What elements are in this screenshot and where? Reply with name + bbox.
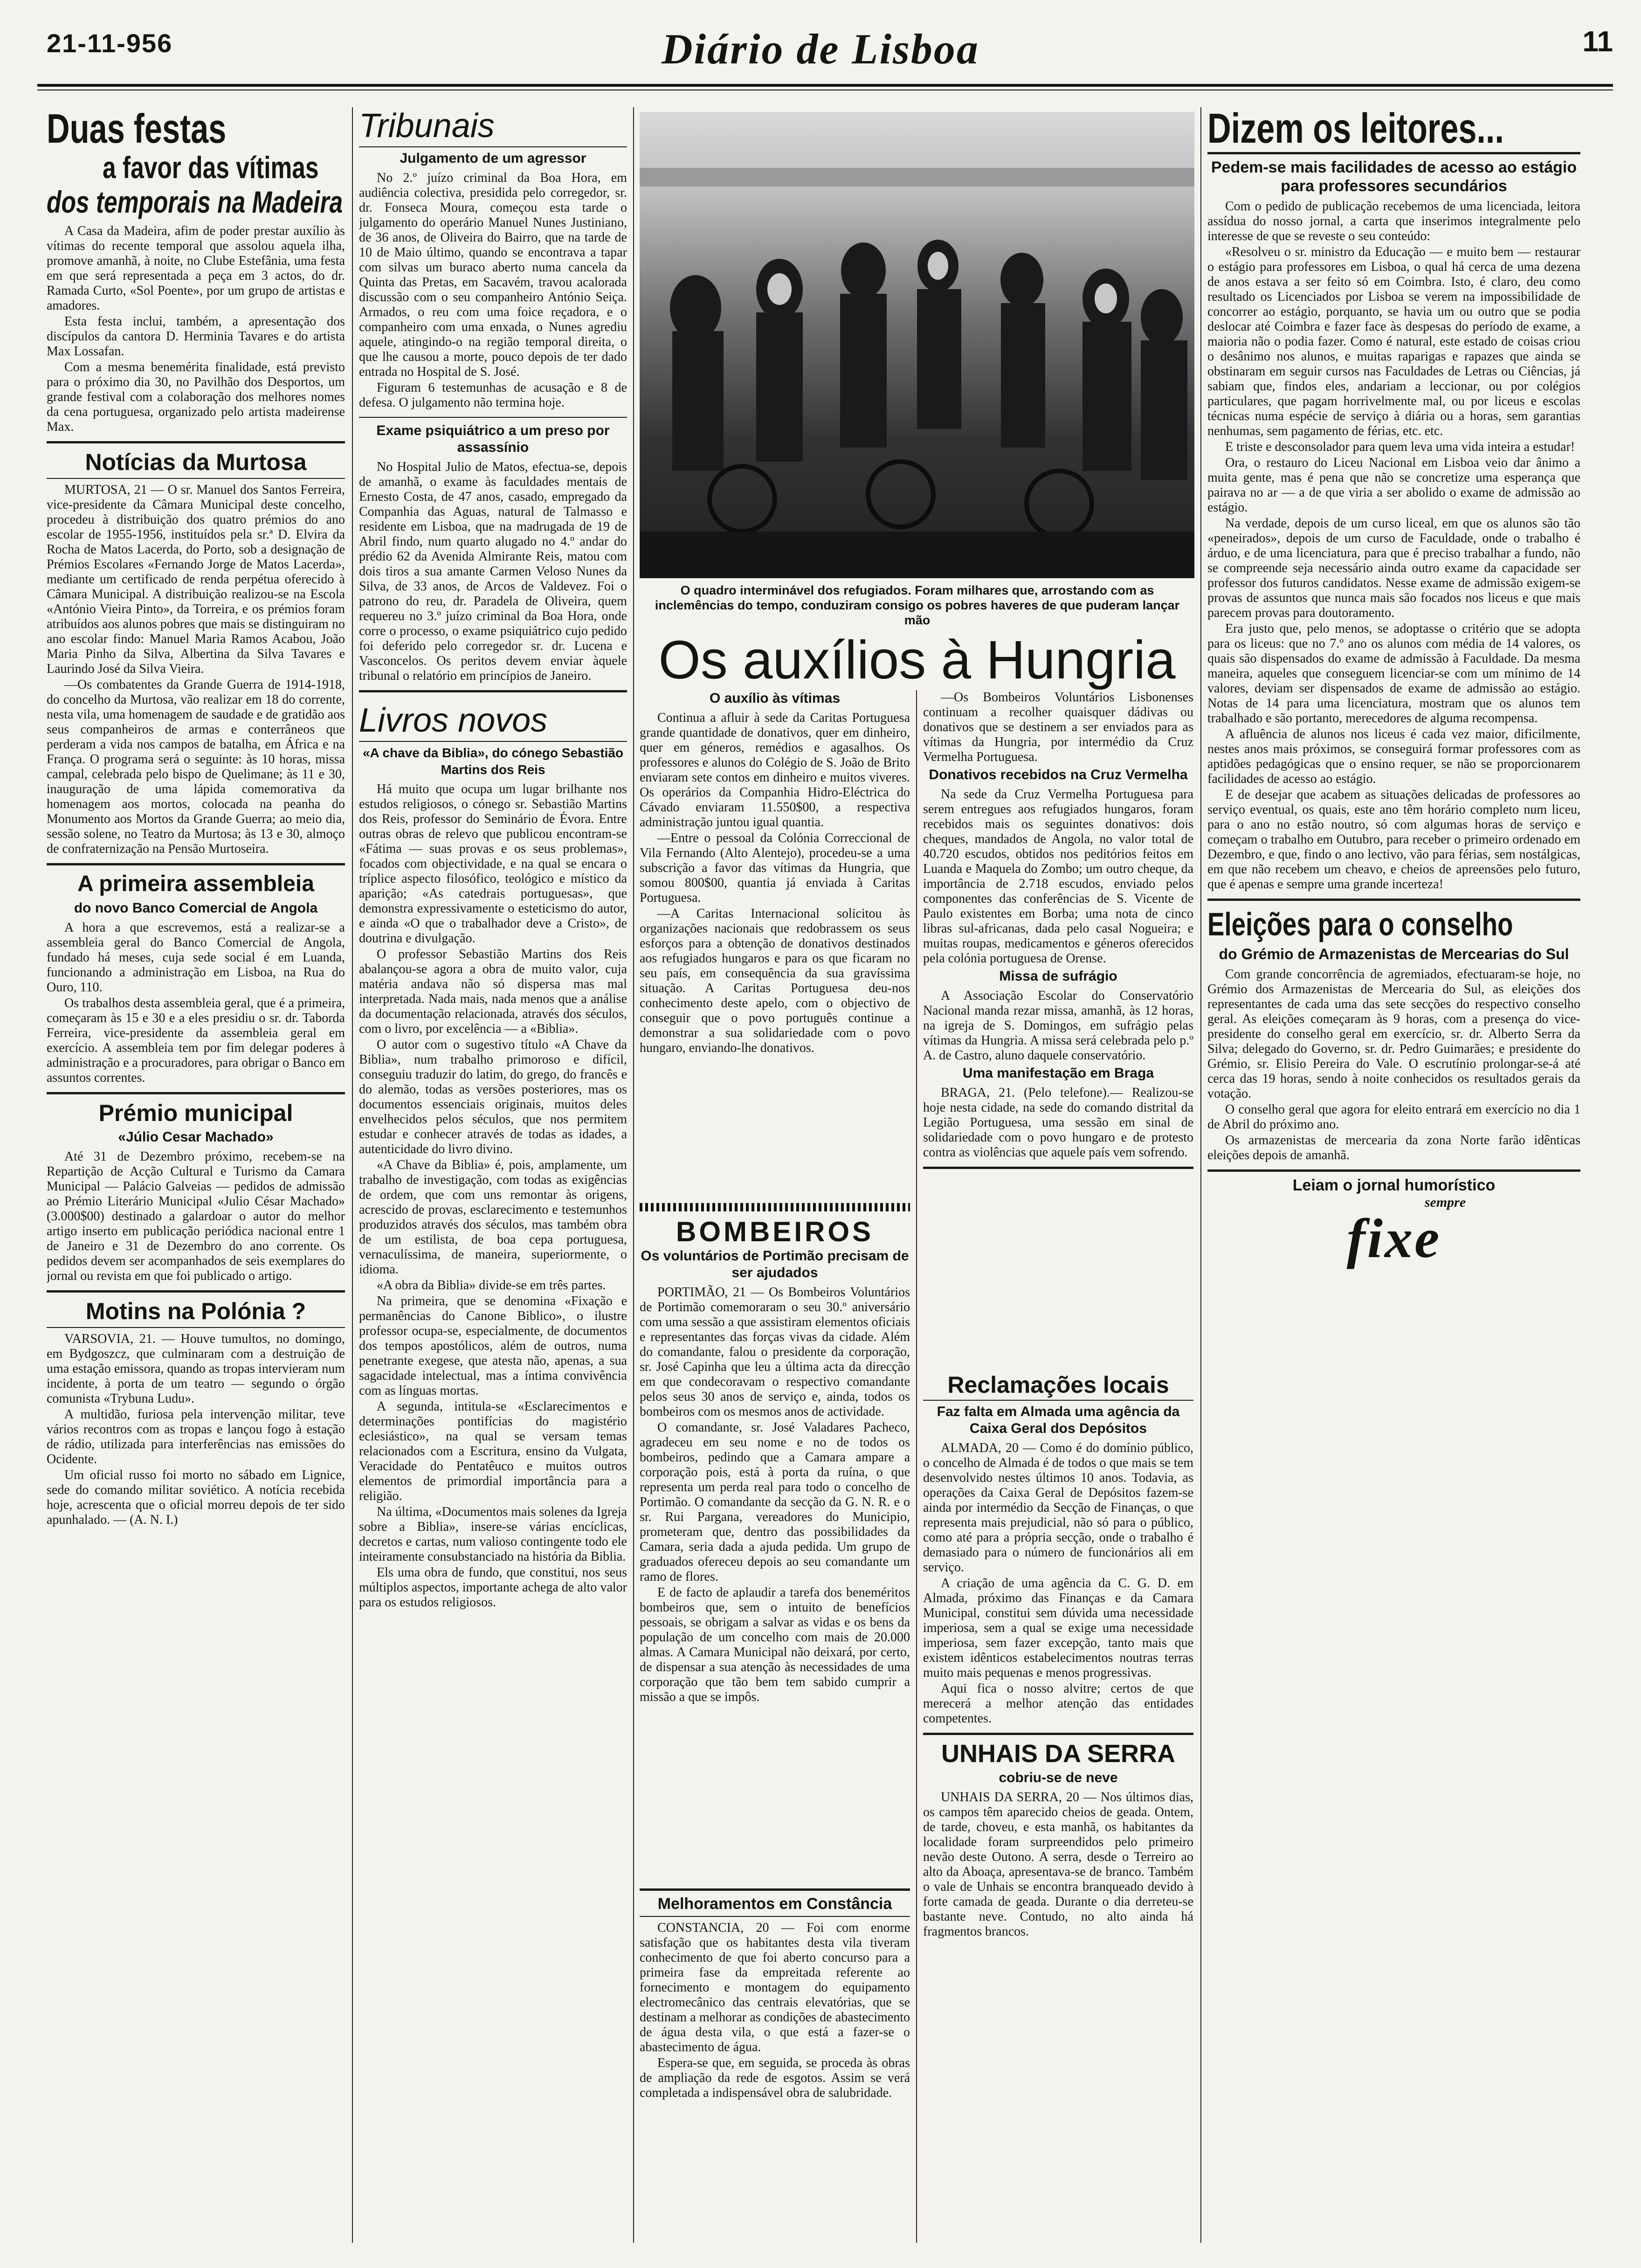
constancia-title: Melhoramentos em Constância [657, 1895, 892, 1913]
rule [359, 741, 627, 742]
livros-p8: Na última, «Documentos mais solenes da Igreja sobre a Biblia», insere-se várias encíclicas, decretos e cartas, num valioso contingente todo ele inteiramente consubstanciado na história da Biblia. [359, 1505, 627, 1564]
rule [359, 690, 627, 692]
livros-p9: Els uma obra de fundo, que constitui, nos seus múltiplos aspectos, importante achega de alto valor para os estudos religiosos. [359, 1565, 627, 1610]
eleicoes-p2: O conselho geral que agora for eleito entrará em exercício no dia 1 de Abril do próximo ano. [1207, 1102, 1580, 1132]
column-1 [47, 107, 345, 2243]
column-divider [1200, 107, 1201, 2243]
donativos-title: Donativos recebidos na Cruz Vermelha [929, 767, 1188, 782]
constancia-col [640, 1888, 910, 2243]
bombeiros-title: BOMBEIROS [676, 1216, 874, 1247]
serra-title: UNHAIS DA SERRA [941, 1740, 1176, 1768]
reclamacoes-title: Reclamações locais [947, 1372, 1169, 1398]
leitores-p4: Ora, o restauro do Liceu Nacional em Lisboa veio dar ânimo a muita gente, mas é pena que não se concretize uma esperança que pairava no ar — a de que viria a ser abolido o exame de admissão ao estágio. [1207, 456, 1580, 515]
eleicoes-title: Eleições para o conselho [1207, 906, 1513, 942]
rule [923, 1400, 1193, 1401]
motins-p1: VARSOVIA, 21. — Houve tumultos, no domingo, em Bydgoszcz, que culminaram com a destruição de uma estação emissora, quando as tropas intervieram num incidente, à porta de um teatro — segundo o órgão comunista «Trybuna Ludu». [47, 1332, 345, 1406]
hungria-col-a [640, 690, 910, 1198]
livros-p2: O professor Sebastião Martins dos Reis abalançou-se agora a obra de muito valor, cuja matéria andava não só dispersa mas mal interpretada. Nada mais, nada menos que a análise da documentação relacionada, através dos séculos, com o livro, por excelência — a «Biblia». [359, 947, 627, 1036]
refugees-photo [640, 112, 1194, 578]
serra-sub: cobriu-se de neve [999, 1770, 1118, 1785]
bombeiros-p2: O comandante, sr. José Valadares Pacheco, agradeceu em seu nome e no de todos os bombeiros, pedindo que a Camara ampare a corporação pois, está à porta da ruína, o que representa um perda real para todo o concelho de Portimão. O comandante da secção da G. N. R. e o sr. Rui Pargana, vereadores do Municipio, prometeram que, dentro das possibilidades da Camara, seria dada a ajuda pedida. Um grupo de graduados ofereceu depois ao seu comandante um ramo de flores. [640, 1420, 910, 1584]
reclamacoes-col [923, 1371, 1193, 2243]
premio-p1: Até 31 de Dezembro próximo, recebem-se na Repartição de Acção Cultural e Turismo da Camara Municipal — Palácio Galveias — pedidos de admissão ao Prémio Literário Municipal «Julio César Machado» (3.000$00) destinado a galardoar o autor do melhor artigo inserto em publicação periódica nacional entre 1 de Janeiro e 31 de Dezembro do ano corrente. Os pedidos devem ser acompanhados de seis exemplares do jornal ou revista em que foi publicado o artigo. [47, 1149, 345, 1283]
hungria-sub: O auxílio às vítimas [709, 691, 841, 706]
assembleia-p1: A hora a que escrevemos, está a realizar-se a assembleia geral do Banco Comercial de Angola, fundado há meses, cuja sede social é em Luanda, funcionando a administração em Lisboa, na Rua do Ouro, 110. [47, 920, 345, 995]
rule [640, 1916, 910, 1917]
bombeiros-sub: Os voluntários de Portimão precisam de ser ajudados [641, 1248, 909, 1280]
fixe-logo: fixe [1346, 1207, 1441, 1269]
page-number: 11 [1582, 26, 1613, 58]
duas-title-2: a favor das vítimas [103, 150, 319, 185]
hungria-col-b [923, 690, 1193, 1366]
ad-text: Leiam o jornal humorístico [1292, 1176, 1496, 1194]
bombeiros-col [640, 1203, 910, 1884]
assembleia-title: A primeira assembleia [77, 871, 314, 896]
leitores-sub: Pedem-se mais facilidades de acesso ao estágio para professores secundários [1211, 159, 1577, 195]
duas-title-3: dos temporais na Madeira [47, 185, 343, 219]
hungria-p7: BRAGA, 21. (Pelo telefone).— Realizou-se hoje nesta cidade, na sede do comando distrital da Legião Portuguesa, uma sessão em sinal de solidariedade com o povo hungaro e de protesto contra as violências que aquele país vem sofrendo. [923, 1086, 1193, 1160]
hungria-title: Os auxílios à Hungria [658, 629, 1176, 690]
livros-p4: «A Chave da Biblia» é, pois, amplamente, um trabalho de investigação, com todas as exigências de ordem, que com uns remontar às origens, acrescido de provas, esclarecimento e testemunhos produzidos através dos séculos, mas também obra de um estilista, de boa cepa portuguesa, vernaculíssima, de maneira, superiormente, o idioma. [359, 1158, 627, 1277]
column-divider [352, 107, 353, 2243]
hungria-p6: A Associação Escolar do Conservatório Nacional manda rezar missa, amanhã, às 12 horas, na igreja de S. Domingos, em sufrágio pelas vítimas da Hungria. A missa será celebrada pelo p.º A. de Castro, aluno daquele conservatório. [923, 989, 1193, 1063]
livros-p7: A segunda, intitula-se «Esclarecimentos e determinações pontifícias do magistério eclesiástico», na qual se versam temas relacionados com a Escritura, ensino da Vulgata, Veracidade do Pentatêuco e muitos outros elementos de primordial importância para a religião. [359, 1399, 627, 1503]
duas-p2: Esta festa inclui, também, a apresentação dos discípulos da cantora D. Herminia Tavares e do artista Max Lossafan. [47, 314, 345, 359]
rule [47, 1092, 345, 1094]
assembleia-p2: Os trabalhos desta assembleia geral, que é a primeira, começaram às 15 e 30 e a eles presidiu o sr. dr. Taborda Ferreira, vice-presidente da assembleia geral em exercício. A assembleia tem por fim delegar poderes à administração e a procuradores, para obrigar o Banco em assuntos correntes. [47, 996, 345, 1085]
rule [640, 1888, 910, 1891]
livros-p3: O autor com o sugestivo título «A Chave da Biblia», num trabalho primoroso e difícil, conseguiu traduzir do latim, do grego, do francês e do alemão, todas as versões posteriores, mas os documentos essenciais originais, muitos deles envelhecidos pelos séculos, que nos permitem estudar e conhecer através de todas as idades, a autenticidade do livro divino. [359, 1037, 627, 1156]
refugees-photo-figures [640, 112, 1194, 578]
constancia-p1: CONSTANCIA, 20 — Foi com enorme satisfação que os habitantes desta vila tiveram conhecimento de que foi aberto concurso para a primeira fase da empreitada referente ao fornecimento e montagem do equipamento electromecânico das centrais elevatórias, que se destinam a melhorar as condições de abastecimento de água desta vila, o que está a fazer-se o abastecimento de água. [640, 1921, 910, 2054]
murtosa-title: Notícias da Murtosa [85, 449, 307, 475]
bombeiros-p1: PORTIMÃO, 21 — Os Bombeiros Voluntários de Portimão comemoraram o seu 30.º aniversário com uma sessão a que assistiram elementos oficiais e representantes das forças vivas da cidade. Além do comandante, falou o presidente da corporação, sr. José Capinha que leu a última acta da direcção em que condecoravam o respectivo comandante pelos seus 30 anos de serviço e, ainda, todos os bombeiros com os mesmos anos de actividade. [640, 1285, 910, 1419]
column-divider [916, 690, 917, 2243]
rule [47, 441, 345, 443]
missa-title: Missa de sufrágio [999, 968, 1117, 984]
bombeiros-p3: E de facto de aplaudir a tarefa dos beneméritos bombeiros que, sem o intuito de benefícios pessoais, se obrigam a salvar as vidas e os bens da população de um concelho com mais de 20.000 almas. A Camara Municipal não deixará, por certo, de dispensar a sua atenção às necessidades de uma corporação que tão bem tem sabido cumprir a missão a que se impôs. [640, 1585, 910, 1704]
serra-p1: UNHAIS DA SERRA, 20 — Nos últimos dias, os campos têm aparecido cheios de geada. Ontem, de tarde, choveu, e esta manhã, os habitantes da localidade foram surpreendidos pelo primeiro nevão deste Outono. A serra, desde o Terreiro ao alto da Aboaça, apresentava-se de branco. Também o vale de Unhais se encontra branqueado devido à forte camada de geada. Durante o dia derreteu-se bastante neve. Contudo, no alto ainda há fragmentos brancos. [923, 1790, 1193, 1939]
rule [359, 417, 627, 418]
eleicoes-p3: Os armazenistas de mercearia da zona Norte farão idênticas eleições depois de amanhã. [1207, 1133, 1580, 1162]
leitores-p2: «Resolveu o sr. ministro da Educação — e muito bem — restaurar o estágio para professores em Lisboa, o qual há cerca de uma dezena de anos estava a ser feito só em Coimbra. Isto, é claro, deu como resultado os Licenciados por Lisboa se verem na impossibilidade de concorrer ao estágio, porquanto, se havia um ou outro que se podia deslocar até Coimbra e fazer face às despesas do período de exame, a maioria não o podia fazer. Como é natural, este estado de coisas criou o desânimo nos alunos, e muitas raparigas e rapazes que ainda se obstinaram em seguir cursos nas Faculdades de Letras ou Ciências, já sabiam que, findos eles, andariam a leccionar, ou por colégios particulares, que pagam horrivelmente mal, ou por liceus e escolas técnicas numa espécie de serviço à diária ou a horas, sem garantias nenhumas, sem pagamento de férias, etc. etc. [1207, 245, 1580, 438]
murtosa-p2: —Os combatentes da Grande Guerra de 1914-1918, do concelho da Murtosa, vão realizar em 18 do corrente, nesta vila, uma homenagem de saudade e de gratidão aos seus companheiros de armas e conterrâneos que perderam a vida nos campos de batalha, em África e na França. O programa será o seguinte: às 10 horas, missa campal, celebrada pelo bispo de Quelimane; às 11 e 30, inauguração de uma lápida comemorativa da homenagem aos mortos, colocada na peanha do Monumento aos Mortos da Grande Guerra; ao meio dia, sessão solene, no Teatro da Murtosa; às 13 e 30, almoço de confraternização na Pensão Murtoseira. [47, 678, 345, 856]
exame-title: Exame psiquiátrico a um preso por assassínio [376, 423, 610, 455]
braga-title: Uma manifestação em Braga [962, 1065, 1154, 1081]
reclamacoes-p3: Aqui fica o nosso alvitre; certos de que merecerá a melhor atenção das entidades competentes. [923, 1681, 1193, 1726]
duas-p3: Com a mesma benemérita finalidade, está previsto para o próximo dia 30, no Pavilhão dos Desportos, um grande festival com a colaboração dos melhores nomes da cena portuguesa, organizado pelo artista madeirense Max. [47, 360, 345, 434]
premio-sub: «Júlio Cesar Machado» [118, 1129, 274, 1145]
column-divider [633, 107, 634, 2243]
motins-title: Motins na Polónia ? [85, 1298, 306, 1324]
rule [47, 1327, 345, 1328]
motins-p2: A multidão, furiosa pela intervenção militar, teve vários recontros com as tropas e lançou fogo à estação de rádio, utilizada para interferências nas emissões do Ocidente. [47, 1407, 345, 1466]
column-2 [359, 107, 627, 2243]
eleicoes-sub: do Grémio de Armazenistas de Mercearias do Sul [1219, 946, 1569, 962]
hungria-p2: —Entre o pessoal da Colónia Correccional de Vila Fernando (Alto Alentejo), procedeu-se a uma subscrição a favor das vítimas da Hungria, que somou 800$00, quantia já enviada à Caritas Portuguesa. [640, 831, 910, 905]
exame-p1: No Hospital Julio de Matos, efectua-se, depois de amanhã, o exame às faculdades mentais de Ernesto Costa, de 47 anos, casado, empregado da Companhia das Aguas, natural de Talmasso e residente em Lisboa, que na madrugada de 19 de Abril findo, num quarto alugado no 4.º andar do prédio 62 da Avenida Almirante Reis, matou com dois tiros a sua amante Carmen Veloso Nunes da Silva, de 33 anos, de Arcos de Valdevez. Foi o patrono do reu, dr. Paradela de Oliveira, quem requereu no 3.º juízo criminal da Boa Hora, onde corre o processo, o exame psiquiátrico cujo pedido foi deferido pelo corregedor sr. dr. Lucena e Vasconcelos. Os peritos devem enviar àquele tribunal o relatório em princípios de Janeiro. [359, 460, 627, 683]
tribunais-p1: No 2.º juízo criminal da Boa Hora, em audiência colectiva, presidida pelo corregedor, sr. dr. Fonseca Moura, começou esta tarde o julgamento do operário Manuel Nunes Justiniano, de 36 anos, de Oliveira do Bairro, que na tarde de 10 de Maio último, quando se encontrava a tapar com silvas um buraco aberto numa cancela da Quinta das Pretas, em Sacavém, travou acalorada discussão com o seu companheiro António Seiça. Armados, o reu com uma foice reçadora, e o companheiro com uma enxada, o Nunes agrediu aquele, atingindo-o na região temporal direita, o que lhe causou a morte, pouco depois de ter dado entrada no Hospital de S. José. [359, 171, 627, 379]
masthead [28, 19, 1613, 89]
hungria-p1: Continua a afluir à sede da Caritas Portuguesa grande quantidade de donativos, quer em dinheiro, quer em géneros, remédios e agasalhos. Os professores e alunos do Colégio de S. João de Brito enviaram sete contos em dinheiro e muitos viveres. Os operários da Companhia Hidro-Eléctrica do Cávado enviaram 11.550$00, a respectiva administração juntou igual quantia. [640, 711, 910, 830]
livros-p1: Há muito que ocupa um lugar brilhante nos estudos religiosos, o cónego sr. Sebastião Martins dos Reis, professor do Seminário de Évora. Entre outras obras de relevo que publicou encontram-se «Fátima — suas provas e os seus problemas», focados com objectividade, e na qual se encara o tríplice aspecto filosófico, teológico e místico da aparição; «As catedrais portuguesas», que demonstra expressivamente o esteticismo do autor, e ainda «O que o trabalhador deve a Cristo», de doutrina e divulgação. [359, 782, 627, 946]
rule [1207, 152, 1580, 154]
rule [47, 1290, 345, 1293]
tribunais-title: Tribunais [359, 107, 495, 145]
hungria-p4: —Os Bombeiros Voluntários Lisbonenses continuam a recolher quaisquer dádivas ou donativos que se destinem a ser enviados para as vítimas da Hungria, por intermédio da Cruz Vermelha Portuguesa. [923, 690, 1193, 764]
rule [923, 1733, 1193, 1735]
hungria-p3: —A Caritas Internacional solicitou às organizações nacionais que redobrassem os seus esforços para a obtenção de donativos destinados aos refugiados hungaros e para os que ficaram no seu país, em consequência da sua gravíssima situação. A Caritas Portuguesa deu-nos conhecimento deste apelo, com o objectivo de conseguir que o povo português continue a demonstrar a sua solidariedade com o povo hungaro, enviando-lhe donativos. [640, 906, 910, 1055]
rule [359, 146, 627, 147]
hungria-p5: Na sede da Cruz Vermelha Portuguesa para serem entregues aos refugiados hungaros, foram recebidos mais os seguintes donativos: dois cheques, mandados de Angola, no valor total de 40.720 escudos, obtidos nos peditórios feitos em Luanda e Maquela do Zombo; um outro cheque, da importância de 2.718 escudos, enviado pelos componentes das conferências de S. Vicente de Paulo existentes em Borba; uma nota de cinco libras sul-africanas, dada pelo casal Nogueira; e muitas roupas, medicamentos e géneros oferecidos pela colónia portuguesa de Orense. [923, 787, 1193, 966]
motins-p3: Um oficial russo foi morto no sábado em Lignice, sede do comando militar soviético. A notícia recebida hoje, acrescenta que o oficial morreu depois de ter sido apunhalado. — (A. N. I.) [47, 1468, 345, 1527]
leitores-p3: E triste e desconsolador para quem leva uma vida inteira a estudar! [1225, 440, 1575, 454]
leitores-p1: Com o pedido de publicação recebemos de uma licenciada, leitora assídua do nosso jornal, a carta que inserimos integralmente pelo interesse de que se reveste o seu conteúdo: [1207, 199, 1580, 243]
rule [1207, 899, 1580, 901]
livros-title: Livros novos [359, 702, 548, 739]
livros-p5: «A obra da Biblia» divide-se em três partes. [377, 1278, 606, 1293]
assembleia-sub: do novo Banco Comercial de Angola [74, 900, 318, 916]
leitores-p8: E de desejar que acabem as situações delicadas de professores ao serviço eventual, os quais, este ano têm horário completo num liceu, para o ano no estão noutro, só com algumas horas de serviço e começam o trabalho em Outubro, para receber o primeiro ordenado em Dezembro, e que, findo o ano lectivo, vão para férias, sem nostálgicas, em que não recebem um cheavo, e cheios de apreensões pelo futuro, que é apenas e sempre uma grande incerteza! [1207, 788, 1580, 892]
premio-title: Prémio municipal [98, 1100, 293, 1126]
ad-sempre: sempre [1424, 1195, 1466, 1210]
masthead-rule [37, 84, 1613, 87]
eleicoes-p1: Com grande concorrência de agremiados, efectuaram-se hoje, no Grémio dos Armazenistas de Mercearia do Sul, as eleições dos representantes de cada uma das sete secções do respectivo conselho geral. As eleições começaram às 9 horas, com a presença do vice-presidente do conselho geral em exercício, sr. dr. Alberto Serra da Silva; delegado do Governo, sr. dr. Pedro Guimarães; e presidente do Grémio, sr. Elisio Pereira do Vale. O escrutínio prolongar-se-á até cerca das 19 horas, sendo à noite conhecidos os resultados gerais da votação. [1207, 967, 1580, 1101]
livros-p6: Na primeira, que se denomina «Fixação e permanências do Canone Biblico», o ilustre professor ocupa-se, especialmente, de documentos dos tempos apostólicos, além de outros, numa penetrante exegese, que atesta não, apenas, a sua sagacidade intelectual, mas a íntima convivência com as línguas mortas. [359, 1294, 627, 1398]
reclamacoes-p1: ALMADA, 20 — Como é do domínio público, o concelho de Almada é de todos o que mais se tem desenvolvido nestes últimos 10 anos. Todavia, as operações da Caixa Geral de Depósitos fazem-se ainda por intermédio da Secção de Finanças, o que representa mais prejudicial, não só para o público, como até para a própria secção, onde o trabalho é demasiado para o número de funcionários ali em serviço. [923, 1441, 1193, 1575]
bombeiros-ornament [640, 1203, 910, 1211]
rule [923, 1167, 1193, 1169]
tribunais-p2: Figuram 6 testemunhas de acusação e 8 de defesa. O julgamento não termina hoje. [359, 380, 627, 410]
leitores-p5: Na verdade, depois de um curso liceal, em que os alunos são tão «peneirados», depois de um curso de Faculdade, onde o trabalho é árduo, e de uma licenciatura, para que é preciso trabalhar a fundo, não se compreende seja necessário ainda outro exame da capacidade ser professor dos futuros candidatos. Nesse exame de admissão exigem-se provas de assuntos que nunca mais são focados nos liceus e que mais parecem provas para doutoramento. [1207, 516, 1580, 620]
rule [47, 478, 345, 479]
tribunais-sub: Julgamento de um agressor [400, 151, 586, 166]
rule [47, 863, 345, 865]
photo-caption: O quadro interminável dos refugiados. Foram milhares que, arrostando com as inclemências do tempo, conduziram consigo os pobres haveres de que puderam lançar mão [655, 583, 1180, 627]
column-5 [1207, 107, 1580, 2243]
constancia-p2: Espera-se que, em seguida, se proceda às obras de ampliação da rede de esgotos. Assim se verá completada a indispensável obra de salubridade. [640, 2056, 910, 2100]
masthead-title: Diário de Lisboa [662, 25, 979, 73]
rule [1207, 1169, 1580, 1172]
leitores-p6: Era justo que, pelo menos, se adoptasse o critério que se adopta para os liceus: que no 7.º ano os alunos com média de 14 valores, os quais são dispensados do exame de admissão à Faculdade. Da mesma maneira, aqueles que conseguem licenciar-se com um mínimo de 14 valores, deviam ser dispensados de exame de admissão ao estágio. Notas de 14 para uma licenciatura, mostram que os alunos tem trabalhado e são portanto, merecedores de alguma recompensa. [1207, 622, 1580, 726]
livros-sub: «A chave da Biblia», do cónego Sebastião Martins dos Reis [362, 746, 624, 777]
duas-title-1: Duas festas [47, 107, 227, 152]
leitores-p7: A afluência de alunos nos liceus é cada vez maior, dificilmente, nestes anos mais próximos, se conseguirá formar professores com as aptidões pedagógicas que o ensino requer, se não se proporcionarem facilidades de acesso ao estágio. [1207, 727, 1580, 786]
leitores-title: Dizem os leitores... [1207, 107, 1504, 152]
reclamacoes-p2: A criação de uma agência da C. G. D. em Almada, próximo das Finanças e da Camara Municipal, constitui sem dúvida uma necessidade imperiosa, sem a qual se exige uma necessidade imperiosa, sem fazer excepção, tanto mais que existem idênticos estabelecimentos noutras terras muito mais pequenas e menos progressivas. [923, 1576, 1193, 1680]
masthead-date: 21-11-956 [47, 28, 173, 58]
duas-p1: A Casa da Madeira, afim de poder prestar auxílio às vítimas do recente temporal que assolou aquela ilha, promove amanhã, à noite, no Clube Estefânia, uma festa em que será representada a peça em 3 actos, do dr. Ramada Curto, «Sol Poente», por um grupo de artistas e amadores. [47, 224, 345, 313]
reclamacoes-sub: Faz falta em Almada uma agência da Caixa Geral dos Depósitos [937, 1404, 1180, 1436]
murtosa-p1: MURTOSA, 21 — O sr. Manuel dos Santos Ferreira, vice-presidente da Câmara Municipal deste concelho, procedeu à distribuição dos quatro prémios do ano escolar de 1955-1956, instituídos pela sr.ª D. Elvira da Rocha de Matos Lacerda, do Porto, sob a designação de Prémios Escolares «Fernando Jorge de Matos Lacerda», mediante um certificado de renda perpétua oferecido à Câmara Municipal. A distribuição realizou-se na Escola «António Vieira Pinto», da Torreira, e os prémios foram atribuídos aos alunos pobres que mais se distinguiram no ano escolar findo: Manuel Maria Ramos Acabou, João Maria Pinho da Silva, Albertina da Silva Tavares e Laurindo José da Silva Vieira. [47, 483, 345, 676]
